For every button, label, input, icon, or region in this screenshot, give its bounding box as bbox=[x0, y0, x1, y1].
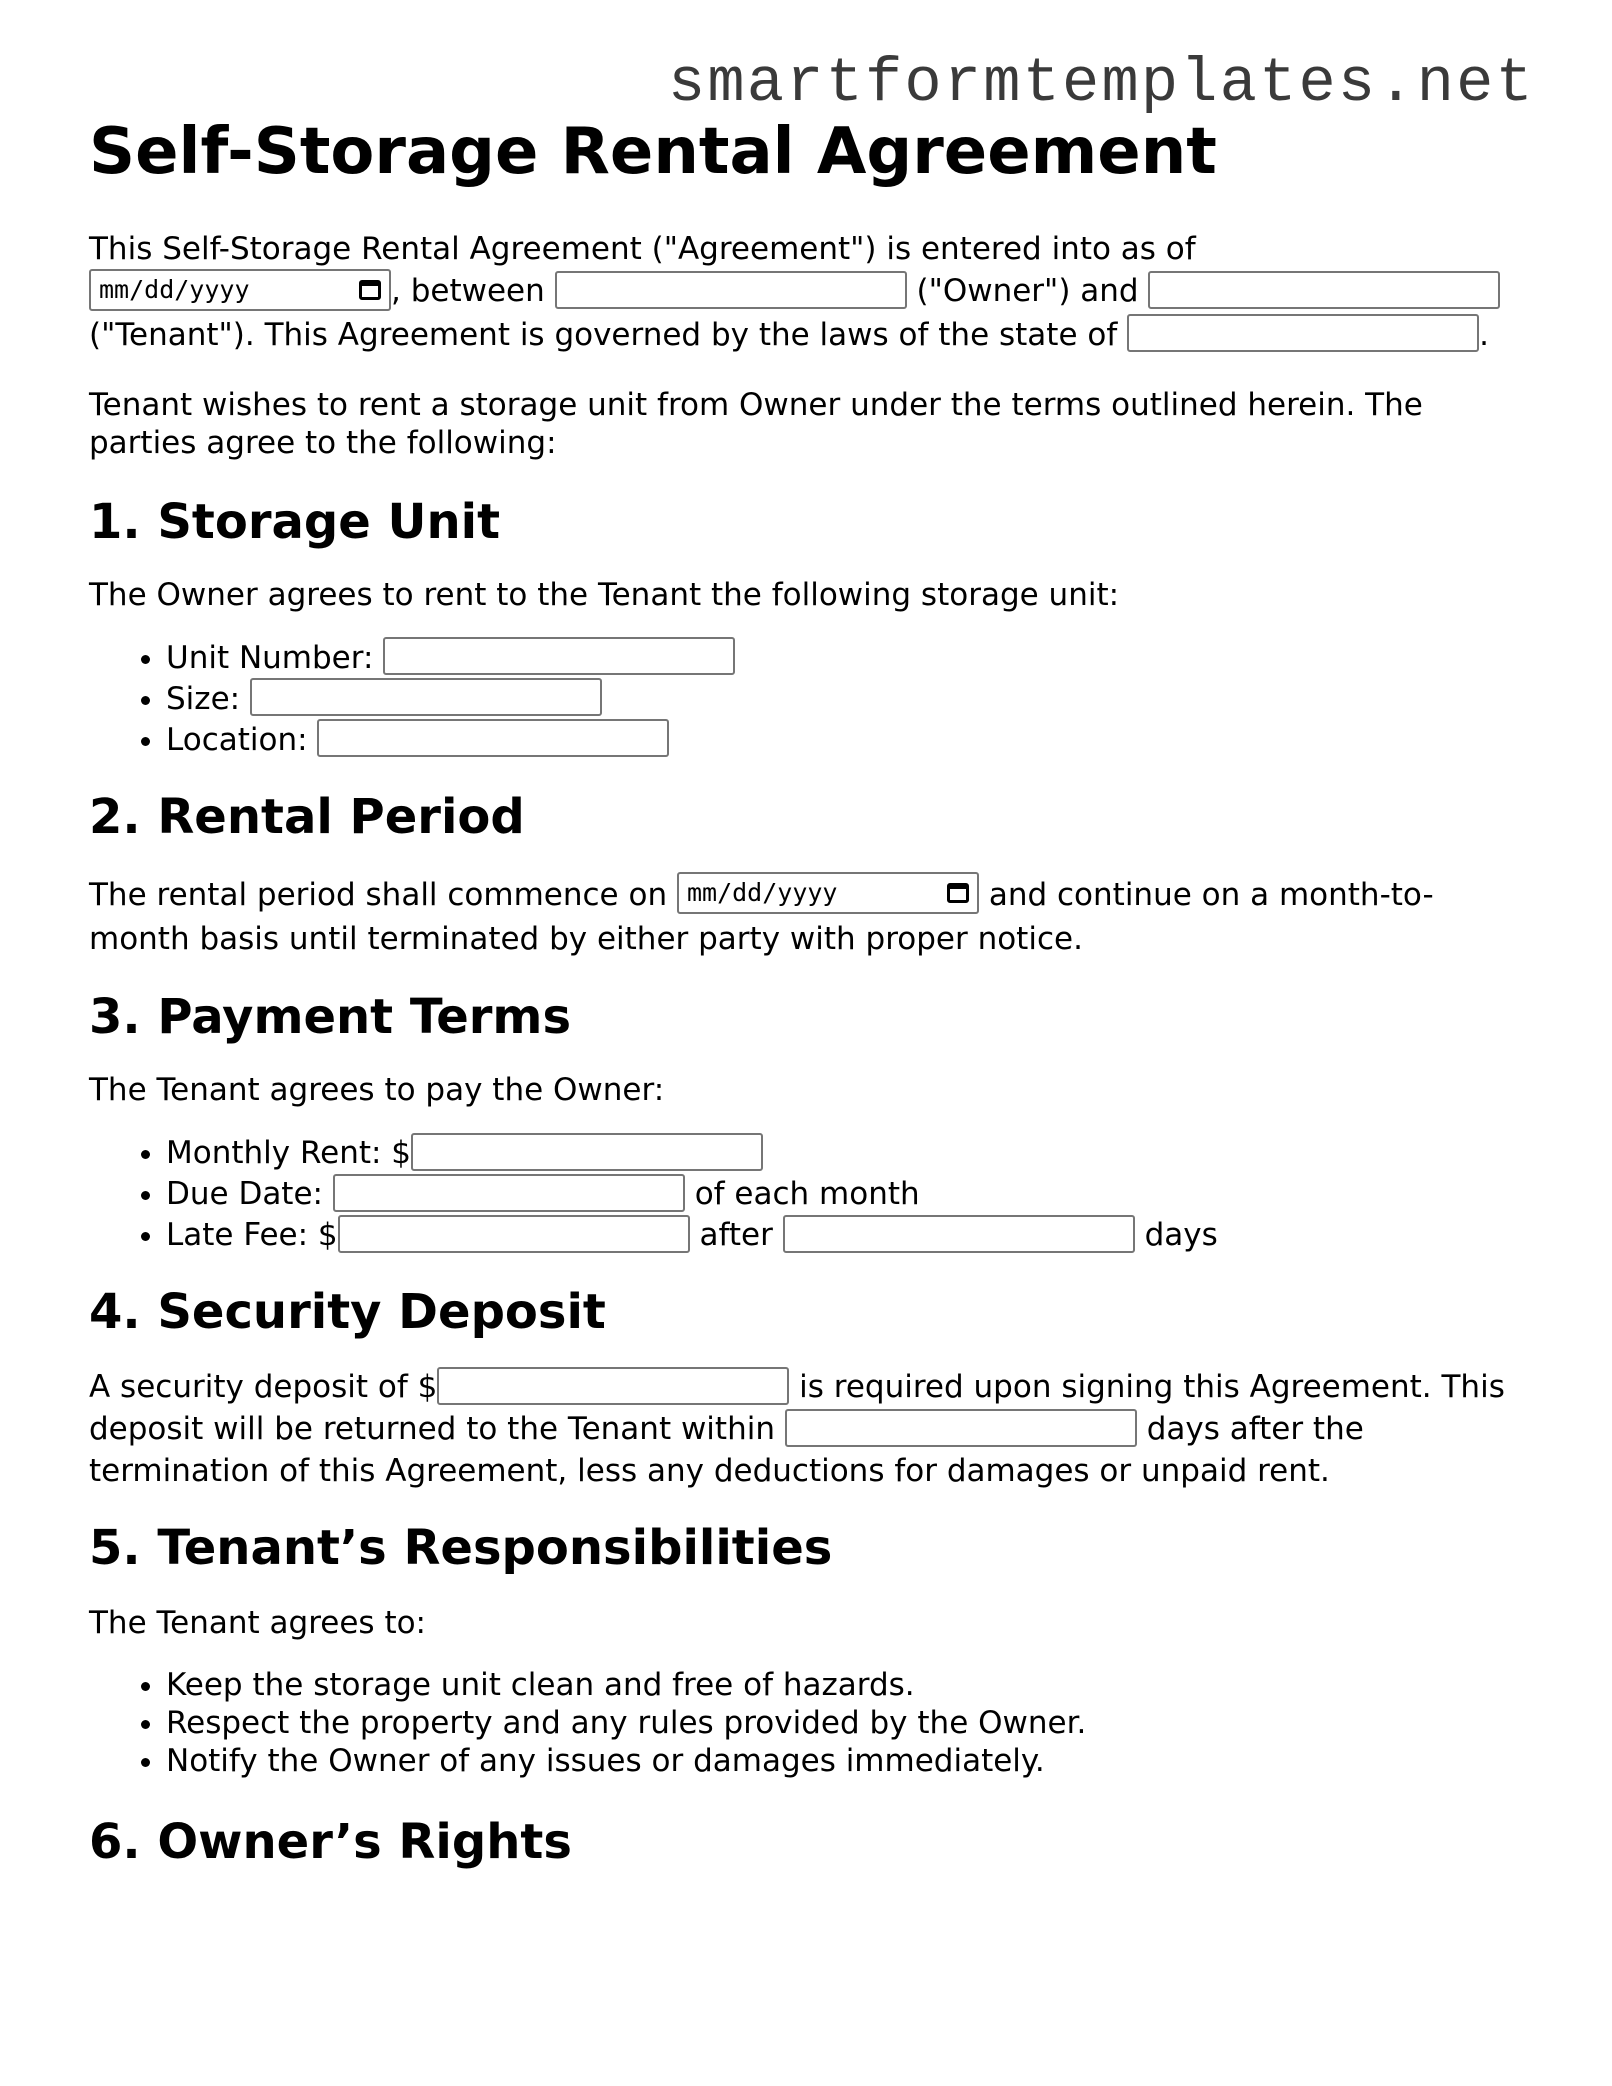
intro-text-4: ("Tenant"). This Agreement is governed by the laws of the state of bbox=[89, 316, 1118, 353]
calendar-icon[interactable] bbox=[359, 280, 381, 300]
payment-terms-list bbox=[89, 1133, 1529, 1256]
tenant-responsibilities-list bbox=[89, 1666, 1529, 1780]
storage-unit-text: The Owner agrees to rent to the Tenant the following storage unit: bbox=[89, 576, 1120, 613]
deposit-text-2: is required upon signing this Agreement. This deposit will be returned to the Tenant within bbox=[89, 1369, 1505, 1447]
tenant-responsibilities-text: The Tenant agrees to: bbox=[89, 1605, 427, 1641]
unit-location-input[interactable] bbox=[317, 719, 669, 757]
purpose-paragraph: Tenant wishes to rent a storage unit from Owner under the terms outlined herein. The parties agree to the following: bbox=[89, 386, 1423, 461]
unit-number-label: Unit Number: bbox=[166, 639, 374, 676]
date-placeholder: mm/dd/yyyy bbox=[686, 878, 838, 907]
agreement-form bbox=[89, 112, 1529, 1872]
watermark: smartformtemplates.net bbox=[668, 48, 1535, 119]
intro-text-2: , between bbox=[391, 273, 545, 309]
deposit-amount-input[interactable] bbox=[437, 1367, 789, 1405]
owner-name-input[interactable] bbox=[555, 271, 907, 309]
tenant-name-input[interactable] bbox=[1148, 271, 1500, 309]
due-date-suffix: of each month bbox=[694, 1176, 920, 1212]
section-heading-rental-period: 2. Rental Period bbox=[89, 788, 525, 845]
calendar-icon[interactable] bbox=[947, 883, 969, 903]
deposit-text-3: days after the termination of this Agreement, less any deductions for damages or unpaid rent. bbox=[89, 1411, 1364, 1489]
after-label: after bbox=[699, 1217, 773, 1253]
monthly-rent-label: Monthly Rent: $ bbox=[166, 1135, 412, 1171]
size-label: Size: bbox=[166, 680, 241, 717]
intro-paragraph bbox=[89, 228, 1529, 356]
payment-terms-text: The Tenant agrees to pay the Owner: bbox=[89, 1072, 665, 1108]
page-title: Self-Storage Rental Agreement bbox=[89, 115, 1217, 189]
deposit-return-days-input[interactable] bbox=[785, 1409, 1137, 1447]
location-label: Location: bbox=[166, 721, 308, 758]
section-heading-security-deposit: 4. Security Deposit bbox=[89, 1284, 606, 1340]
list-item: • Keep the storage unit clean and free of hazards. bbox=[166, 1666, 1529, 1704]
intro-text-1: This Self-Storage Rental Agreement ("Agreement") is entered into as of bbox=[89, 231, 1196, 267]
date-placeholder: mm/dd/yyyy bbox=[99, 274, 250, 304]
rental-period-text-1: The rental period shall commence on bbox=[89, 876, 668, 913]
list-item bbox=[166, 1174, 1529, 1215]
list-item bbox=[166, 1215, 1529, 1256]
intro-text-5: . bbox=[1479, 316, 1489, 353]
section-heading-payment-terms: 3. Payment Terms bbox=[89, 989, 572, 1045]
monthly-rent-input[interactable] bbox=[411, 1133, 763, 1171]
rental-period-paragraph bbox=[89, 873, 1529, 962]
unit-size-input[interactable] bbox=[250, 678, 602, 716]
governing-state-input[interactable] bbox=[1127, 314, 1479, 352]
late-fee-label: Late Fee: $ bbox=[166, 1217, 338, 1253]
unit-number-input[interactable] bbox=[383, 637, 735, 675]
list-item: • Respect the property and any rules provided by the Owner. bbox=[166, 1704, 1529, 1742]
list-item bbox=[166, 679, 1529, 720]
rental-period-text-2: and continue on a month-to-month basis until terminated by either party with proper notice. bbox=[89, 876, 1434, 957]
storage-unit-list bbox=[89, 638, 1529, 761]
late-fee-input[interactable] bbox=[338, 1215, 690, 1253]
list-item bbox=[166, 638, 1529, 679]
list-item bbox=[166, 720, 1529, 761]
security-deposit-paragraph bbox=[89, 1366, 1529, 1492]
list-item: • Notify the Owner of any issues or damages immediately. bbox=[166, 1742, 1529, 1780]
commencement-date-input[interactable] bbox=[677, 872, 979, 914]
late-fee-days-input[interactable] bbox=[783, 1215, 1135, 1253]
list-item bbox=[166, 1133, 1529, 1174]
due-date-label: Due Date: bbox=[166, 1176, 323, 1212]
section-heading-tenant-responsibilities: 5. Tenant’s Responsibilities bbox=[89, 1520, 833, 1576]
agreement-date-input[interactable] bbox=[89, 269, 391, 311]
intro-text-3: ("Owner") and bbox=[916, 273, 1139, 309]
section-heading-storage-unit: 1. Storage Unit bbox=[89, 493, 501, 550]
days-label: days bbox=[1144, 1217, 1218, 1253]
due-date-input[interactable] bbox=[333, 1174, 685, 1212]
section-heading-owner-rights: 6. Owner’s Rights bbox=[89, 1814, 572, 1870]
deposit-text-1: A security deposit of $ bbox=[89, 1369, 438, 1405]
